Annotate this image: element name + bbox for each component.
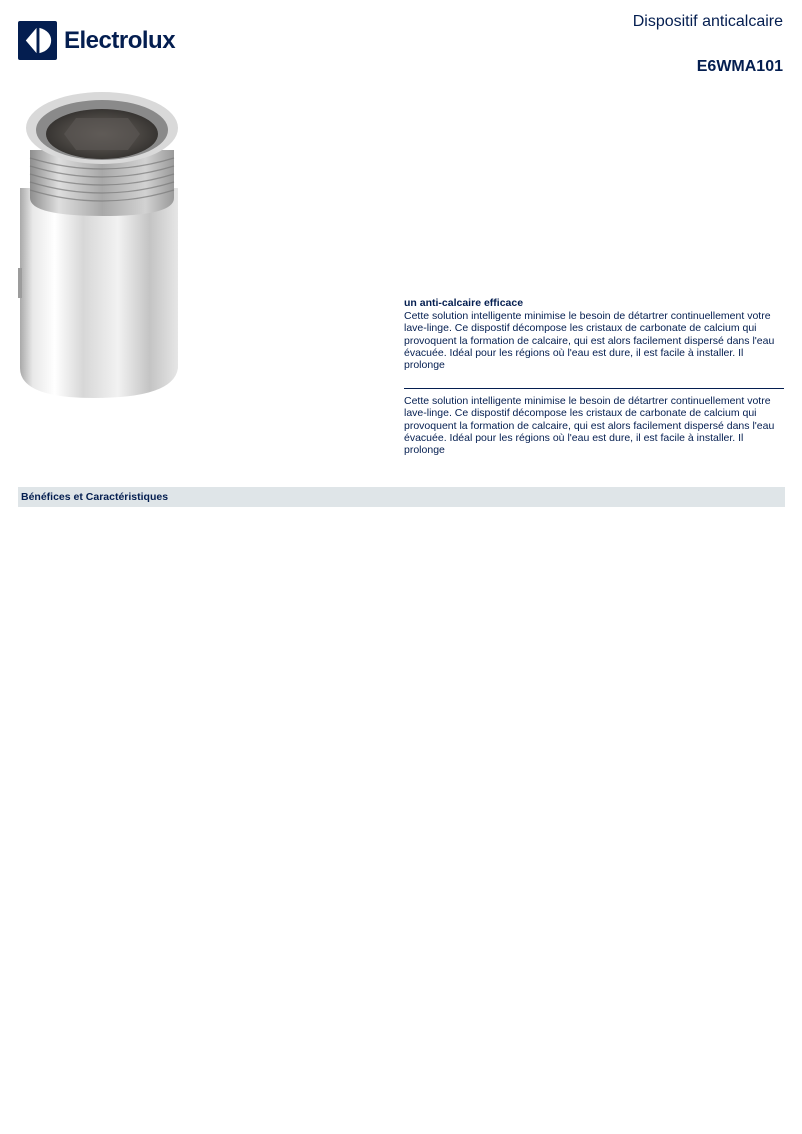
description-text: Cette solution intelligente minimise le besoin de détartrer continuellement votre lave-linge. Ce dispostif décompose les cristaux de carbonate de calcium qui provoquent la formation de calcaire, qui est alors facilement dispersé dans l'eau évacuée. Idéal pour les régions où l'eau est dure, il est facile à installer. Il prolonge <box>404 310 775 372</box>
description-heading: un anti-calcaire efficace <box>404 297 524 309</box>
description-text-repeat: Cette solution intelligente minimise le besoin de détartrer continuellement votre lave-linge. Ce dispostif décompose les cristaux de carbonate de calcium qui provoquent la formation de calcaire, qui est alors facilement dispersé dans l'eau évacuée. Idéal pour les régions où l'eau est dure, il est facile à installer. Il prolonge <box>404 395 775 457</box>
brand-name: Electrolux <box>64 27 176 54</box>
description-block <box>404 297 784 371</box>
description-divider <box>404 388 784 389</box>
electrolux-logo-icon <box>18 21 57 60</box>
benefits-section-header <box>18 487 785 507</box>
document-title: Dispositif anticalcaire <box>632 13 783 30</box>
product-image <box>14 88 186 400</box>
description-block-repeat <box>404 395 784 456</box>
benefits-section-title: Bénéfices et Caractéristiques <box>21 491 169 503</box>
electrolux-logo <box>18 21 175 60</box>
model-number: E6WMA101 <box>696 58 783 75</box>
